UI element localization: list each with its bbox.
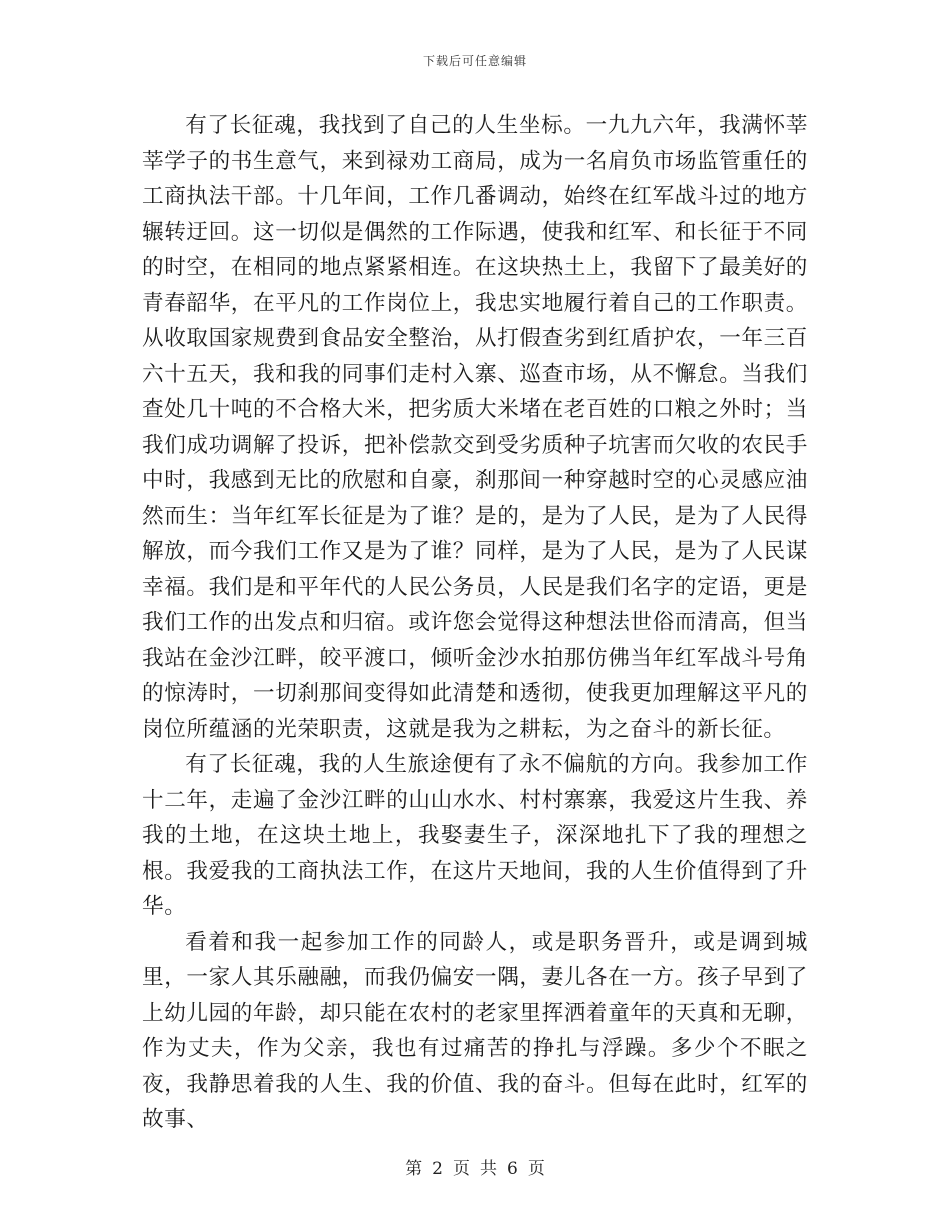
page-footer (0, 1154, 950, 1179)
total-pages-number: 6 (507, 1159, 518, 1179)
paragraph: 看着和我一起参加工作的同龄人，或是职务晋升，或是调到城里，一家人其乐融融，而我仍偏安一隅，妻儿各在一方。孩子早到了上幼儿园的年龄，却只能在农村的老家里挥洒着童年的天真和无聊，作为丈夫，作为父亲，我也有过痛苦的挣扎与浮躁。多少个不眠之夜，我静思着我的人生、我的价值、我的奋斗。但每在此时，红军的故事、 (142, 929, 808, 1132)
paragraph: 有了长征魂，我的人生旅途便有了永不偏航的方向。我参加工作十二年，走遍了金沙江畔的山山水水、村村寨寨，我爱这片生我、养我的土地，在这块土地上，我娶妻生子，深深地扎下了我的理想之根。我爱我的工商执法工作，在这片天地间，我的人生价值得到了升华。 (142, 752, 808, 919)
total-unit: 页 (527, 1159, 545, 1179)
document-body (142, 108, 808, 1138)
page-prefix: 第 (405, 1159, 423, 1179)
paragraph: 有了长征魂，我找到了自己的人生坐标。一九九六年，我满怀莘莘学子的书生意气，来到禄劝工商局，成为一名肩负市场监管重任的工商执法干部。十几年间，工作几番调动，始终在红军战斗过的地方辗转迂回。这一切似是偶然的工作际遇，使我和红军、和长征于不同的时空，在相同的地点紧紧相连。在这块热土上，我留下了最美好的青春韶华，在平凡的工作岗位上，我忠实地履行着自己的工作职责。从收取国家规费到食品安全整治，从打假查劣到红盾护农，一年三百六十五天，我和我的同事们走村入寨、巡查市场，从不懈怠。当我们查处几十吨的不合格大米，把劣质大米堵在老百姓的口粮之外时；当我们成功调解了投诉，把补偿款交到受劣质种子坑害而欠收的农民手中时，我感到无比的欣慰和自豪，刹那间一种穿越时空的心灵感应油然而生：当年红军长征是为了谁？是的，是为了人民，是为了人民得解放，而今我们工作又是为了谁？同样，是为了人民，是为了人民谋幸福。我们是和平年代的人民公务员，人民是我们名字的定语，更是我们工作的出发点和归宿。或许您会觉得这种想法世俗而清高，但当我站在金沙江畔，皎平渡口，倾听金沙水拍那仿佛当年红军战斗号角的惊涛时，一切刹那间变得如此清楚和透彻，使我更加理解这平凡的岗位所蕴涵的光荣职责，这就是我为之耕耘，为之奋斗的新长征。 (142, 113, 808, 742)
current-page-number: 2 (432, 1159, 443, 1179)
page-header: 下载后可任意编辑 (422, 54, 527, 68)
page-unit: 页 (453, 1159, 470, 1179)
total-label: 共 (480, 1159, 497, 1179)
